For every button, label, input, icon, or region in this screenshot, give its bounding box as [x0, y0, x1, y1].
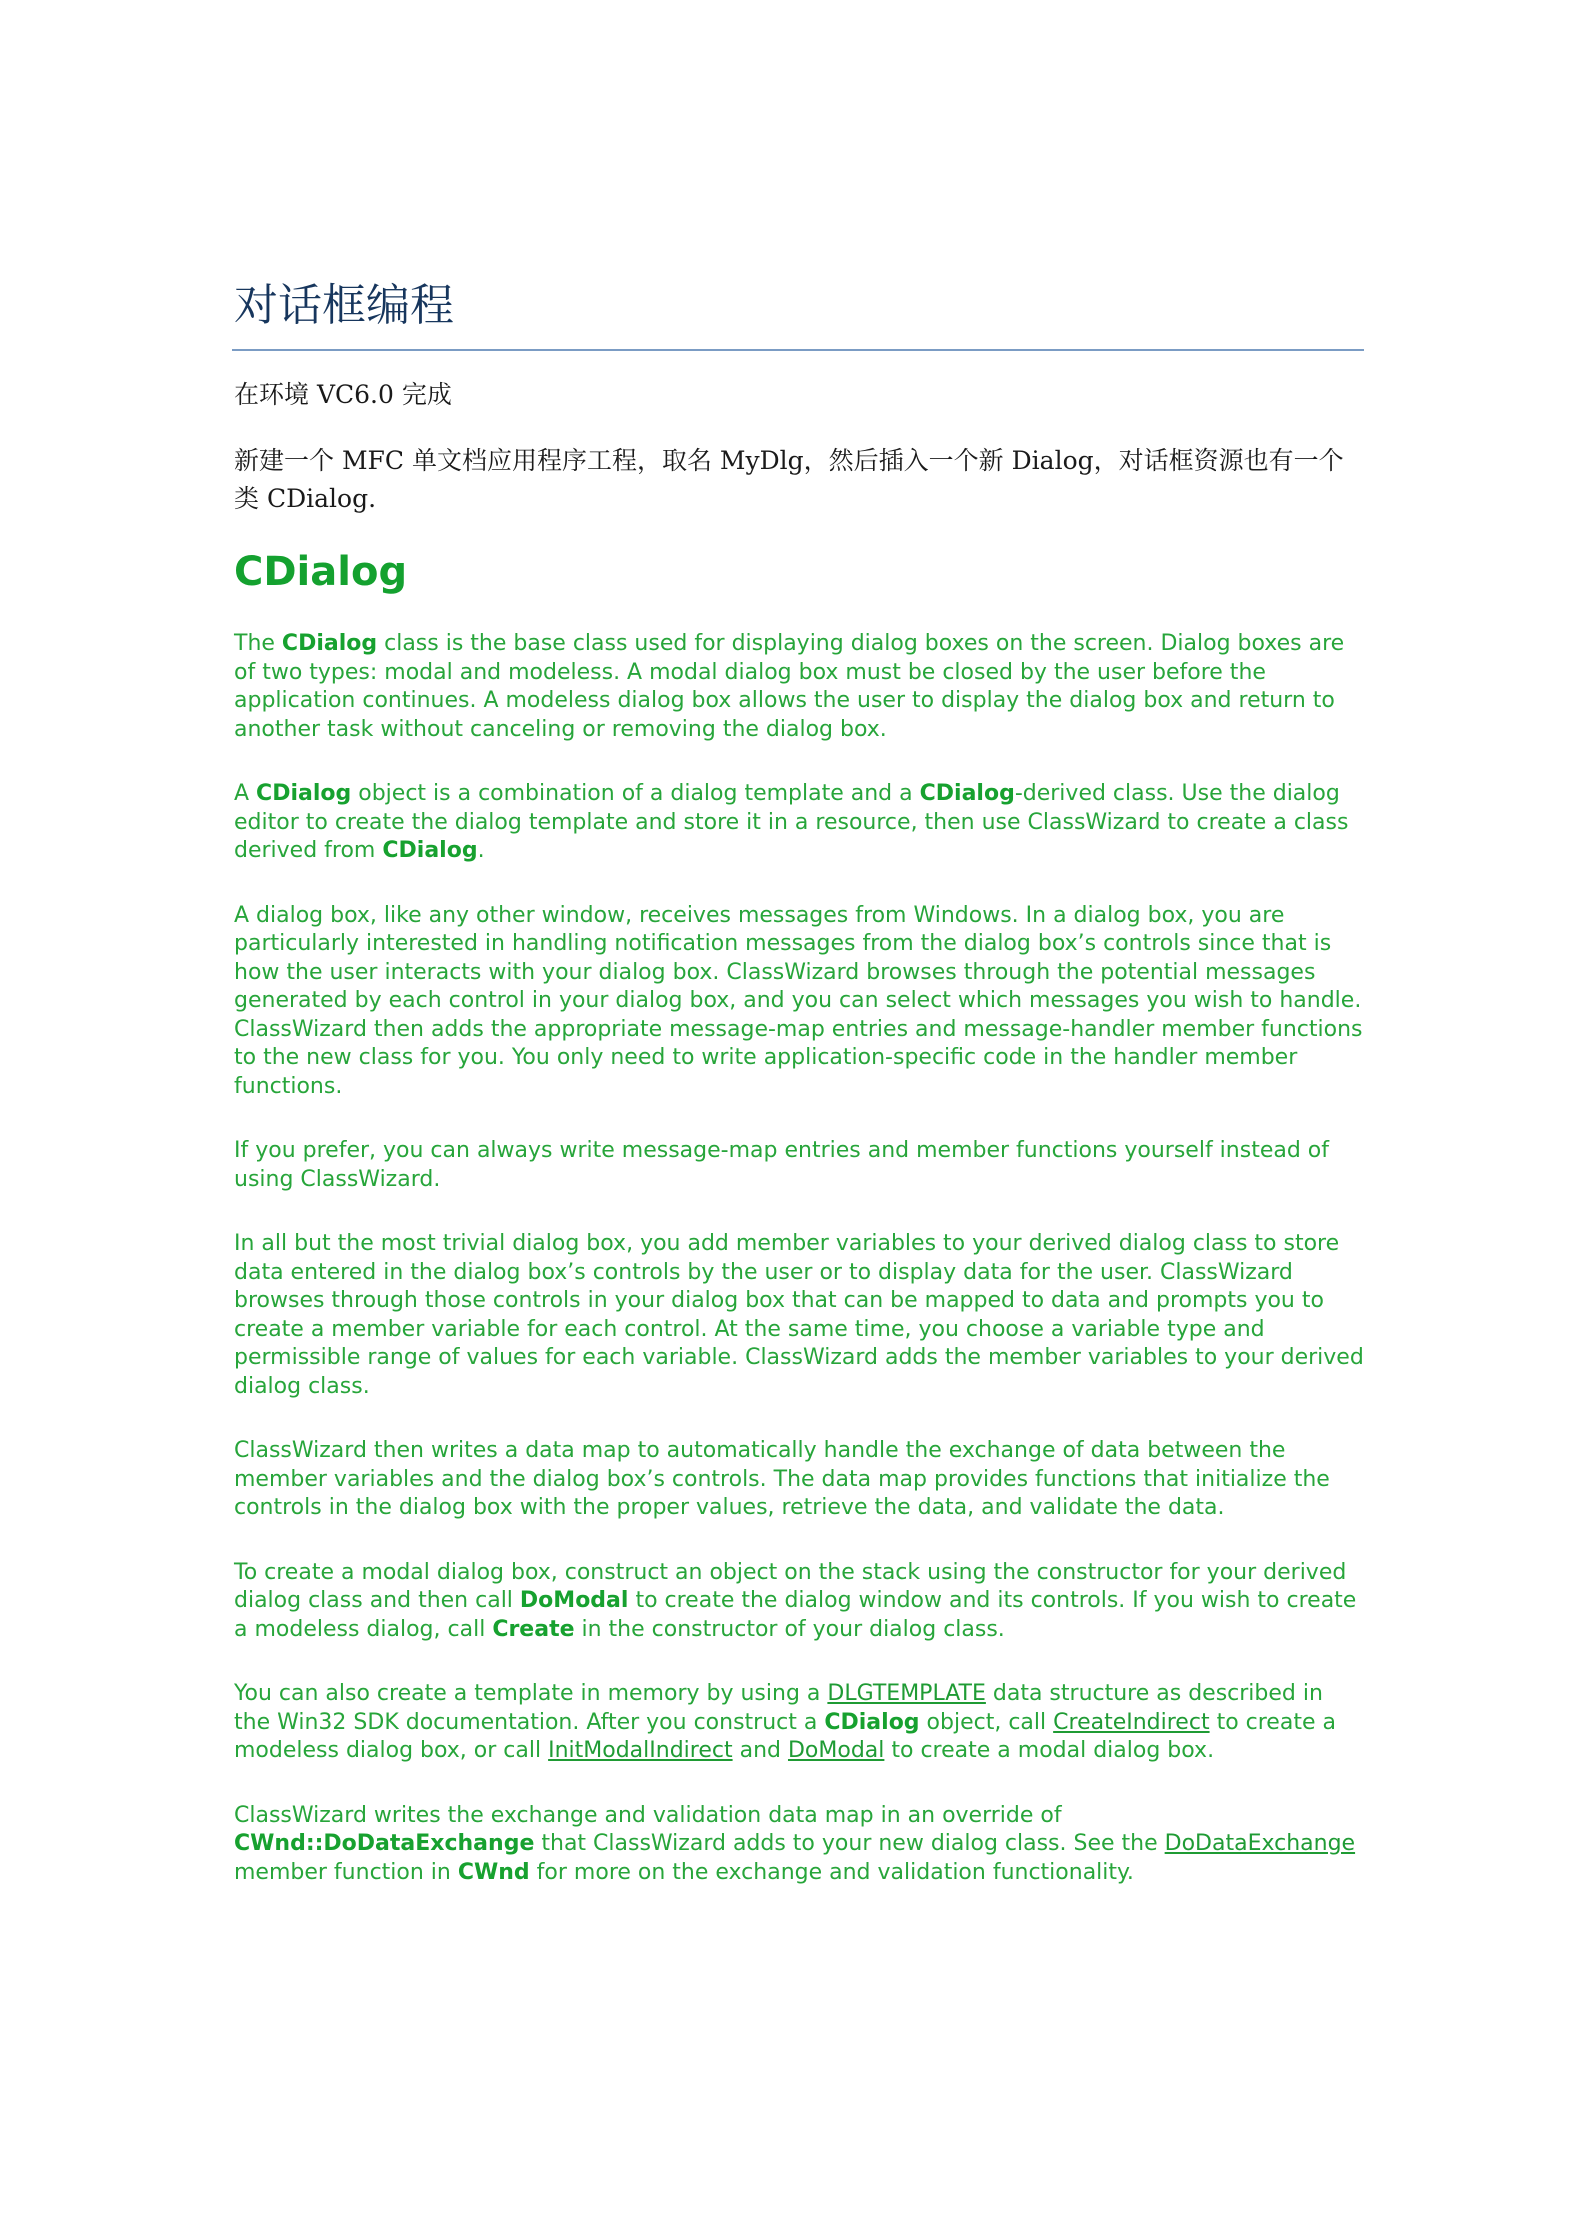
text-run: in the constructor of your dialog class.: [574, 1616, 1005, 1642]
paragraph-1: [234, 630, 1364, 744]
text-run: to create a modeless dialog box, or call: [234, 1709, 1336, 1763]
text-run: A: [234, 781, 257, 806]
text-run: to create the dialog window and its controls. If you wish to create a modeless dialog, call: [234, 1588, 1357, 1642]
intro-step: 新建一个 MFC 单文档应用程序工程，取名 MyDlg，然后插入一个新 Dialog，对话框资源也有一个类 CDialog.: [234, 446, 1344, 513]
text-run: object is a combination of a dialog template and a: [351, 781, 920, 806]
class-name-emphasis: CWnd: [457, 1859, 530, 1885]
class-name-emphasis: CDialog: [281, 631, 378, 656]
text-run: object, call: [919, 1709, 1054, 1735]
paragraph-6: ClassWizard then writes a data map to automatically handle the exchange of data between the member variables and the dialog box’s controls. The data map provides functions that initialize the controls in the dialog box with the proper values, retrieve the data, and validate the data.: [234, 1438, 1330, 1520]
link-dlgtemplate[interactable]: DLGTEMPLATE: [827, 1681, 986, 1706]
link-domodal[interactable]: DoModal: [787, 1738, 885, 1763]
link-createindirect[interactable]: CreateIndirect: [1053, 1709, 1210, 1735]
text-run: to create a modal dialog box.: [884, 1738, 1215, 1763]
title-divider: [232, 349, 1364, 351]
text-run: that ClassWizard adds to your new dialog class. See the: [534, 1831, 1165, 1856]
section-body: [234, 630, 1364, 1923]
paragraph-7: [234, 1559, 1364, 1645]
text-run: class is the base class used for displaying dialog boxes on the screen. Dialog boxes are of two types: modal and modeless. A modal dialog box must be closed by the user before the application continues. A modeless dialog box allows the user to display the dialog box and return to another task without canceling or removing the dialog box.: [234, 631, 1345, 742]
class-name-emphasis: CDialog: [256, 781, 352, 806]
text-run: and: [732, 1738, 788, 1763]
section-heading: CDialog: [234, 549, 408, 595]
text-run: To create a modal dialog box, construct an object on the stack using the constructor for your derived dialog class and then call: [234, 1559, 1347, 1613]
method-name-emphasis: DoModal: [519, 1588, 629, 1613]
link-dodataexchange[interactable]: DoDataExchange: [1164, 1831, 1356, 1856]
method-name-emphasis: CWnd::DoDataExchange: [234, 1831, 535, 1856]
paragraph-9: [234, 1802, 1364, 1888]
paragraph-4: If you prefer, you can always write message-map entries and member functions yourself instead of using ClassWizard.: [234, 1138, 1330, 1192]
text-run: The: [234, 631, 282, 656]
intro-environment: 在环境 VC6.0 完成: [234, 380, 452, 409]
link-initmodalindirect[interactable]: InitModalIndirect: [548, 1738, 733, 1763]
text-run: -derived class. Use the dialog editor to create the dialog template and store it in a resource, then use ClassWizard to create a class derived from: [234, 781, 1349, 863]
method-name-emphasis: Create: [492, 1616, 575, 1642]
text-run: data structure as described in the Win32 SDK documentation. After you construct a: [234, 1681, 1323, 1735]
text-run: for more on the exchange and validation functionality.: [529, 1859, 1134, 1885]
paragraph-5: In all but the most trivial dialog box, you add member variables to your derived dialog class to store data entered in the dialog box’s controls by the user or to display data for the user. ClassWizard browses through those controls in your dialog box that can be mapped to data and prompts you to create a member variable for each control. At the same time, you choose a variable type and permissible range of values for each variable. ClassWizard adds the member variables to your derived dialog class.: [234, 1231, 1364, 1399]
class-name-emphasis: CDialog: [824, 1709, 920, 1735]
text-run: You can also create a template in memory by using a: [234, 1681, 828, 1706]
paragraph-3: A dialog box, like any other window, receives messages from Windows. In a dialog box, you are particularly interested in handling notification messages from the dialog box’s controls since that is how the user interacts with your dialog box. ClassWizard browses through the potential messages generated by each control in your dialog box, and you can select which messages you wish to handle. ClassWizard then adds the appropriate message-map entries and message-handler member functions to the new class for you. You only need to write application-specific code in the handler member functions.: [234, 902, 1363, 1099]
paragraph-2: [234, 780, 1364, 866]
class-name-emphasis: CDialog: [382, 838, 478, 863]
text-run: .: [477, 838, 485, 863]
text-run: member function in: [234, 1859, 458, 1885]
paragraph-8: [234, 1680, 1364, 1766]
class-name-emphasis: CDialog: [919, 781, 1015, 806]
page-title: 对话框编程: [234, 280, 454, 331]
text-run: ClassWizard writes the exchange and validation data map in an override of: [234, 1802, 1062, 1828]
